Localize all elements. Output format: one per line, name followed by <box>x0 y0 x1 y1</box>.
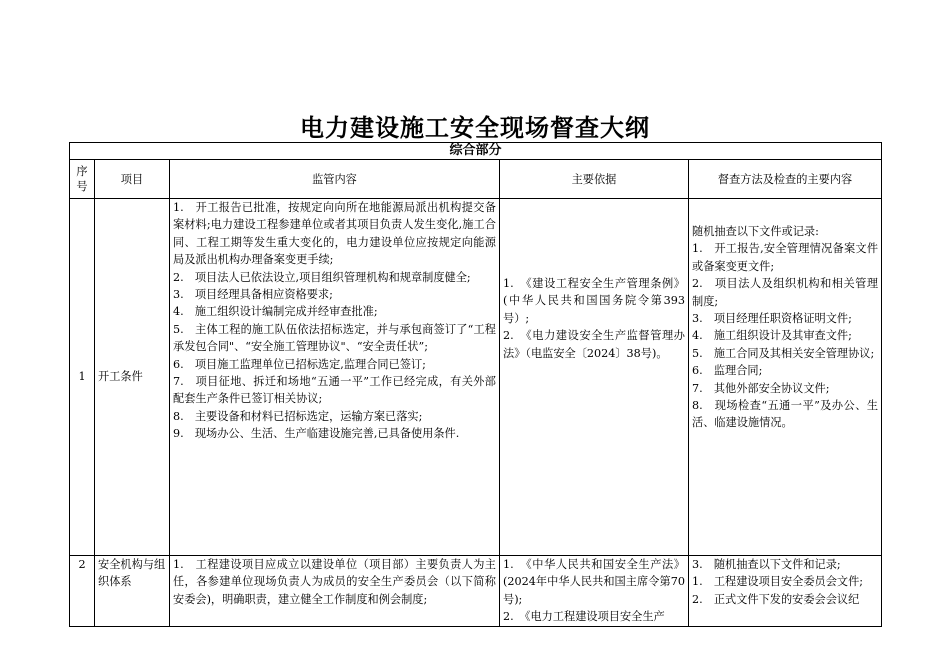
supervision-point: 1. 开工报告已批准，按规定向向所在地能源局派出机构提交备案材料;电力建设工程参建单位或者其项目负责人发生变化,施工合同、工程工期等发生重大变化的，电力建设单位应按规定向能源局及派出机构办理备案变更手续; <box>173 201 496 267</box>
document-title: 电力建设施工安全现场督查大纲 <box>300 114 650 142</box>
header-basis: 主要依据 <box>500 160 689 199</box>
method-point: 6. 监理合同; <box>692 364 763 378</box>
row-supervision <box>170 199 500 556</box>
basis-point: 2. 《电力建设安全生产监督管理办法》（电监安全〔2024〕38号)。 <box>503 329 685 360</box>
row-method <box>689 556 882 627</box>
method-point: 随机抽查以下文件或记录: <box>692 225 819 238</box>
supervision-point: 3. 项目经理具备相应资格要求; <box>173 288 333 302</box>
row-item: 安全机构与组织体系 <box>95 556 170 627</box>
row-basis <box>500 556 689 627</box>
method-point: 2. 正式文件下发的安委会会议纪 <box>692 592 860 606</box>
supervision-point: 6. 项目施工监理单位已招标选定,监理合同已签订; <box>173 357 426 371</box>
supervision-point: 9. 现场办公、生活、生产临建设施完善,已具备使用条件. <box>173 427 460 441</box>
header-supervision: 监管内容 <box>170 160 500 199</box>
supervision-point: 4. 施工组织设计编制完成并经审查批准; <box>173 305 378 319</box>
supervision-point: 7. 项目征地、拆迁和场地“五通一平”工作已经完成，有关外部配套生产条件已签订相关协议; <box>173 375 496 406</box>
method-point: 2. 项目法人及组织机构和相关管理制度; <box>692 277 879 308</box>
supervision-point: 5. 主体工程的施工队伍依法招标选定，并与承包商签订了“工程承发包合同"、“安全施工管理协议"、“安全责任状”; <box>173 322 496 354</box>
basis-point: 1. 《建设工程安全生产管理条例》(中华人民共和国国务院令第393号）; <box>503 277 685 325</box>
method-point: 7. 其他外部安全协议文件; <box>692 381 830 395</box>
method-point: 3. 项目经理任职资格证明文件; <box>692 312 852 326</box>
supervision-outline-table <box>69 142 882 627</box>
section-title: 综合部分 <box>70 143 882 160</box>
method-point: 1. 工程建设项目安全委员会文件; <box>692 575 864 589</box>
method-point: 5. 施工合同及其相关安全管理协议; <box>692 346 875 360</box>
row-number: 1 <box>70 199 95 556</box>
row-item: 开工条件 <box>95 199 170 556</box>
method-point: 3. 随机抽查以下文件和记录; <box>692 558 841 571</box>
row-supervision <box>170 556 500 627</box>
table-row <box>70 556 882 627</box>
method-point: 4. 施工组织设计及其审查文件; <box>692 329 852 343</box>
row-number: 2 <box>70 556 95 627</box>
supervision-point: 1. 工程建设项目应成立以建设单位（项目部）主要负责人为主任，各参建单位现场负责人为成员的安全生产委员会（以下简称安委会)，明确职责，建立健全工作制度和例会制度; <box>173 558 496 606</box>
method-point: 1. 开工报告,安全管理情况备案文件或备案变更文件; <box>692 242 879 273</box>
table-row <box>70 199 882 556</box>
header-no: 序号 <box>70 160 95 199</box>
header-method: 督查方法及检查的主要内容 <box>689 160 882 199</box>
header-row <box>70 160 882 199</box>
header-item: 项目 <box>95 160 170 199</box>
row-method <box>689 199 882 556</box>
method-point: 8. 现场检查“五通一平”及办公、生活、临建设施情况。 <box>692 399 879 430</box>
supervision-point: 2. 项目法人已依法设立,项目组织管理机构和规章制度健全; <box>173 270 471 284</box>
basis-point: 2. 《电力工程建设项目安全生产 <box>503 610 665 624</box>
row-basis <box>500 199 689 556</box>
basis-point: 1. 《中华人民共和国安全生产法》(2024年中华人民共和国主席令第70号); <box>503 558 685 606</box>
supervision-point: 8. 主要设备和材料已招标选定，运输方案已落实; <box>173 409 423 423</box>
section-row <box>70 143 882 160</box>
